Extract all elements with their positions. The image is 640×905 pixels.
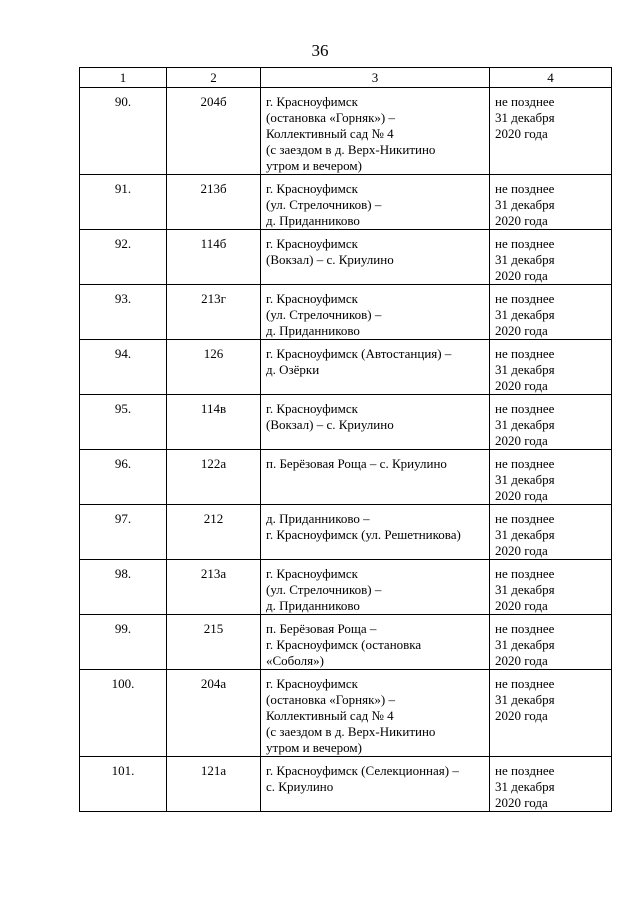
route-number-cell xyxy=(167,230,261,285)
route-description-line: «Соболя») xyxy=(266,653,324,668)
row-number: 94. xyxy=(114,346,132,361)
route-description-line: (Вокзал) – с. Криулино xyxy=(266,417,394,432)
route-description-line: п. Берёзовая Роща – с. Криулино xyxy=(266,456,447,471)
row-number-cell xyxy=(80,88,167,175)
route-description-line: п. Берёзовая Роща – xyxy=(266,621,377,636)
route-number-cell xyxy=(167,615,261,670)
deadline-line: не позднее xyxy=(495,456,555,471)
route-number: 215 xyxy=(203,621,224,636)
route-number-cell xyxy=(167,340,261,395)
route-description-line: (с заездом в д. Верх-Никитино xyxy=(266,142,436,157)
deadline-line: не позднее xyxy=(495,94,555,109)
deadline-line: не позднее xyxy=(495,236,555,251)
route-description-line: г. Красноуфимск (Автостанция) – xyxy=(266,346,452,361)
route-description-cell xyxy=(261,230,490,285)
route-description-line: (ул. Стрелочников) – xyxy=(266,307,382,322)
route-description-line: (ул. Стрелочников) – xyxy=(266,197,382,212)
row-number: 98. xyxy=(114,566,132,581)
deadline-line: 31 декабря xyxy=(495,417,555,432)
deadline-line: 31 декабря xyxy=(495,362,555,377)
table-row xyxy=(80,757,612,812)
routes-table xyxy=(79,67,612,812)
route-description-line: д. Приданниково xyxy=(266,323,360,338)
route-number: 121а xyxy=(200,763,227,778)
route-description-line: Коллективный сад № 4 xyxy=(266,126,394,141)
table-row xyxy=(80,560,612,615)
route-description-cell xyxy=(261,757,490,812)
route-number: 204а xyxy=(200,676,227,691)
row-number: 93. xyxy=(114,291,132,306)
deadline-line: 2020 года xyxy=(495,433,548,448)
route-number: 126 xyxy=(203,346,224,361)
deadline-cell xyxy=(490,757,612,812)
header-row xyxy=(80,68,612,88)
route-number: 204б xyxy=(200,94,227,109)
deadline-line: 31 декабря xyxy=(495,692,555,707)
table-row xyxy=(80,230,612,285)
route-description-line: (остановка «Горняк») – xyxy=(266,110,395,125)
deadline-line: 2020 года xyxy=(495,323,548,338)
row-number: 95. xyxy=(114,401,132,416)
route-description-line: д. Приданниково xyxy=(266,598,360,613)
deadline-line: не позднее xyxy=(495,676,555,691)
table-row xyxy=(80,340,612,395)
table-row xyxy=(80,505,612,560)
table-row xyxy=(80,175,612,230)
table-row xyxy=(80,285,612,340)
deadline-line: 31 декабря xyxy=(495,472,555,487)
deadline-line: 2020 года xyxy=(495,126,548,141)
deadline-cell xyxy=(490,340,612,395)
table-row xyxy=(80,395,612,450)
deadline-line: 31 декабря xyxy=(495,307,555,322)
route-description-line: Коллективный сад № 4 xyxy=(266,708,394,723)
route-description-line: с. Криулино xyxy=(266,779,334,794)
route-description-line: г. Красноуфимск xyxy=(266,291,358,306)
deadline-line: 2020 года xyxy=(495,598,548,613)
row-number-cell xyxy=(80,230,167,285)
deadline-line: 2020 года xyxy=(495,378,548,393)
deadline-line: 2020 года xyxy=(495,543,548,558)
route-description-line: д. Озёрки xyxy=(266,362,320,377)
route-number-cell xyxy=(167,505,261,560)
route-number: 122а xyxy=(200,456,227,471)
route-description-cell xyxy=(261,285,490,340)
column-header-2: 2 xyxy=(167,68,261,88)
deadline-cell xyxy=(490,230,612,285)
route-description-line: г. Красноуфимск xyxy=(266,181,358,196)
route-description-line: д. Приданниково – xyxy=(266,511,370,526)
route-description-line: (Вокзал) – с. Криулино xyxy=(266,252,394,267)
row-number-cell xyxy=(80,175,167,230)
row-number-cell xyxy=(80,450,167,505)
route-description-cell xyxy=(261,560,490,615)
row-number-cell xyxy=(80,670,167,757)
deadline-cell xyxy=(490,560,612,615)
deadline-line: 31 декабря xyxy=(495,197,555,212)
row-number-cell xyxy=(80,615,167,670)
deadline-line: не позднее xyxy=(495,401,555,416)
row-number: 97. xyxy=(114,511,132,526)
route-description-cell xyxy=(261,340,490,395)
route-number-cell xyxy=(167,88,261,175)
route-number-cell xyxy=(167,395,261,450)
route-description-line: (с заездом в д. Верх-Никитино xyxy=(266,724,436,739)
row-number-cell xyxy=(80,505,167,560)
deadline-line: не позднее xyxy=(495,511,555,526)
page-number: 36 xyxy=(311,41,329,60)
route-number-cell xyxy=(167,757,261,812)
route-description-cell xyxy=(261,615,490,670)
deadline-cell xyxy=(490,670,612,757)
deadline-line: не позднее xyxy=(495,566,555,581)
table-row xyxy=(80,615,612,670)
route-number-cell xyxy=(167,450,261,505)
route-description-cell xyxy=(261,505,490,560)
deadline-line: 31 декабря xyxy=(495,582,555,597)
deadline-line: 31 декабря xyxy=(495,110,555,125)
route-number-cell xyxy=(167,285,261,340)
route-description-line: г. Красноуфимск (остановка xyxy=(266,637,422,652)
row-number: 100. xyxy=(111,676,135,691)
route-description-line: г. Красноуфимск xyxy=(266,676,358,691)
route-description-cell xyxy=(261,670,490,757)
route-description-line: (ул. Стрелочников) – xyxy=(266,582,382,597)
deadline-cell xyxy=(490,175,612,230)
route-description-cell xyxy=(261,88,490,175)
route-number: 114б xyxy=(200,236,227,251)
row-number-cell xyxy=(80,757,167,812)
route-number-cell xyxy=(167,560,261,615)
route-description-line: (остановка «Горняк») – xyxy=(266,692,395,707)
row-number-cell xyxy=(80,340,167,395)
route-description-cell xyxy=(261,395,490,450)
table-body xyxy=(80,88,612,812)
route-description-line: утром и вечером) xyxy=(266,740,362,755)
table-row xyxy=(80,450,612,505)
route-description-line: г. Красноуфимск xyxy=(266,401,358,416)
deadline-line: 2020 года xyxy=(495,268,548,283)
row-number: 101. xyxy=(111,763,135,778)
route-number: 213б xyxy=(200,181,227,196)
deadline-line: не позднее xyxy=(495,181,555,196)
route-description-line: г. Красноуфимск xyxy=(266,94,358,109)
deadline-line: 2020 года xyxy=(495,488,548,503)
row-number: 92. xyxy=(114,236,132,251)
row-number: 90. xyxy=(114,94,132,109)
deadline-line: не позднее xyxy=(495,621,555,636)
deadline-cell xyxy=(490,395,612,450)
deadline-line: 2020 года xyxy=(495,795,548,810)
deadline-line: 2020 года xyxy=(495,708,548,723)
deadline-line: не позднее xyxy=(495,763,555,778)
table-row xyxy=(80,670,612,757)
route-number-cell xyxy=(167,175,261,230)
route-number: 213г xyxy=(201,291,226,306)
route-description-line: г. Красноуфимск xyxy=(266,236,358,251)
table-row xyxy=(80,88,612,175)
deadline-line: 31 декабря xyxy=(495,779,555,794)
deadline-line: не позднее xyxy=(495,291,555,306)
row-number-cell xyxy=(80,285,167,340)
route-description-cell xyxy=(261,450,490,505)
route-description-line: г. Красноуфимск xyxy=(266,566,358,581)
deadline-cell xyxy=(490,450,612,505)
deadline-line: не позднее xyxy=(495,346,555,361)
column-header-3: 3 xyxy=(261,68,490,88)
row-number: 96. xyxy=(114,456,132,471)
route-number: 114в xyxy=(200,401,227,416)
deadline-line: 31 декабря xyxy=(495,252,555,267)
row-number-cell xyxy=(80,560,167,615)
column-header-4: 4 xyxy=(490,68,612,88)
row-number-cell xyxy=(80,395,167,450)
column-header-1: 1 xyxy=(80,68,167,88)
row-number: 99. xyxy=(114,621,132,636)
route-number-cell xyxy=(167,670,261,757)
deadline-line: 2020 года xyxy=(495,653,548,668)
deadline-cell xyxy=(490,505,612,560)
route-description-line: г. Красноуфимск (Селекционная) – xyxy=(266,763,459,778)
deadline-cell xyxy=(490,285,612,340)
route-number: 213а xyxy=(200,566,227,581)
deadline-cell xyxy=(490,615,612,670)
route-description-line: г. Красноуфимск (ул. Решетникова) xyxy=(266,527,461,542)
route-description-line: утром и вечером) xyxy=(266,158,362,173)
deadline-line: 31 декабря xyxy=(495,637,555,652)
route-description-cell xyxy=(261,175,490,230)
deadline-line: 2020 года xyxy=(495,213,548,228)
deadline-line: 31 декабря xyxy=(495,527,555,542)
route-number: 212 xyxy=(203,511,224,526)
route-description-line: д. Приданниково xyxy=(266,213,360,228)
deadline-cell xyxy=(490,88,612,175)
row-number: 91. xyxy=(114,181,132,196)
